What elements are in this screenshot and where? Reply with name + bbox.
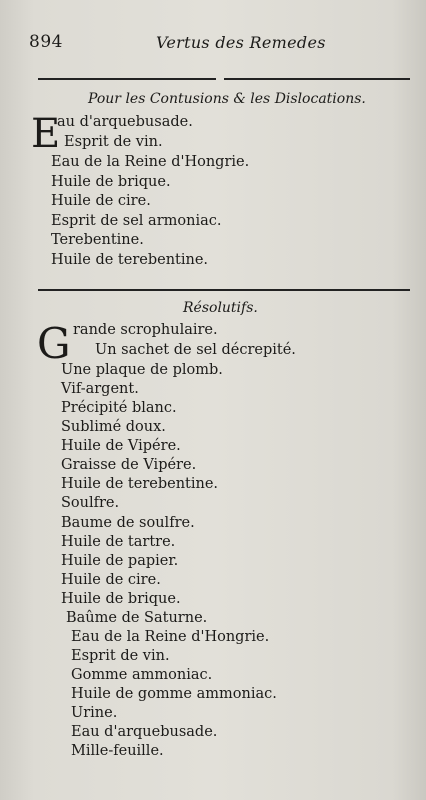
page-number: 894 bbox=[29, 32, 63, 52]
list-item: rande scrophulaire. bbox=[73, 322, 218, 338]
list-item: Une plaque de plomb. bbox=[61, 362, 223, 378]
section-heading-resolutifs: Résolutifs. bbox=[183, 300, 258, 316]
header-rule-left bbox=[38, 78, 216, 80]
list-item: Eau de la Reine d'Hongrie. bbox=[71, 629, 270, 645]
list-item: au d'arquebusade. bbox=[57, 114, 193, 130]
list-item: Huile de terebentine. bbox=[51, 252, 209, 268]
list-item: Huile de cire. bbox=[51, 193, 151, 209]
list-item: Eau de la Reine d'Hongrie. bbox=[51, 154, 250, 170]
page-header bbox=[0, 32, 426, 54]
list-item: Soulfre. bbox=[61, 495, 120, 511]
list-item: Baûme de Saturne. bbox=[66, 610, 208, 626]
list-item: Sublimé doux. bbox=[61, 419, 166, 435]
list-item: Gomme ammoniac. bbox=[71, 667, 213, 683]
list-item: Huile de terebentine. bbox=[61, 476, 219, 492]
list-item: Huile de brique. bbox=[51, 174, 171, 190]
list-item: Vif-argent. bbox=[61, 381, 139, 397]
list-item: Terebentine. bbox=[51, 232, 144, 248]
header-rule-right bbox=[224, 78, 410, 80]
drop-cap-initial: E bbox=[31, 111, 61, 157]
list-item: Huile de cire. bbox=[61, 572, 161, 588]
list-item: Huile de brique. bbox=[61, 591, 181, 607]
list-item: Huile de tartre. bbox=[61, 534, 176, 550]
list-item: Eau d'arquebusade. bbox=[71, 724, 218, 740]
list-item: Esprit de sel armoniac. bbox=[51, 213, 222, 229]
section-divider-rule bbox=[38, 289, 410, 291]
list-item: Mille-feuille. bbox=[71, 743, 164, 759]
list-item: Esprit de vin. bbox=[71, 648, 170, 664]
list-item: Un sachet de sel décrepité. bbox=[95, 342, 296, 358]
list-item: Urine. bbox=[71, 705, 118, 721]
list-item: Précipité blanc. bbox=[61, 400, 177, 416]
drop-cap-initial: G bbox=[37, 319, 71, 368]
running-title: Vertus des Remedes bbox=[156, 33, 326, 52]
list-item: Huile de gomme ammoniac. bbox=[71, 686, 277, 702]
list-item: Huile de papier. bbox=[61, 553, 179, 569]
list-item: Baume de soulfre. bbox=[61, 515, 195, 531]
list-item: Graisse de Vipére. bbox=[61, 457, 197, 473]
list-item: Huile de Vipére. bbox=[61, 438, 181, 454]
section-heading-contusions: Pour les Contusions & les Dislocations. bbox=[88, 91, 366, 107]
list-item: Esprit de vin. bbox=[64, 134, 163, 150]
